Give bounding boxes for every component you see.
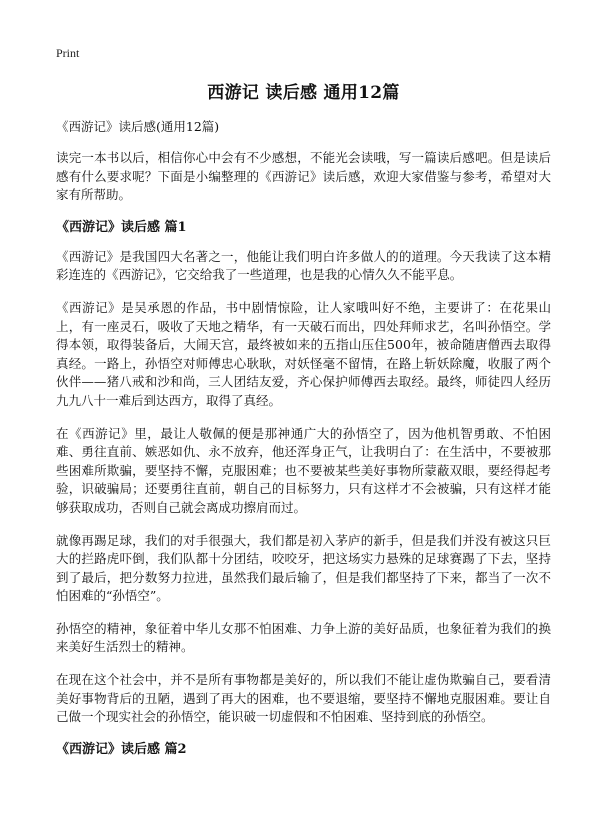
body-paragraph: 《西游记》是我国四大名著之一，他能让我们明白许多做人的的道理。今天我读了这本精彩连连的《西游记》，它交给我了一些道理，也是我的心情久久不能平息。 [56,248,551,283]
body-paragraph: 在现在这个社会中，并不是所有事物都是美好的，所以我们不能让虚伪欺骗自己，要看清美好事物背后的丑陋，遇到了再大的困难，也不要退缩，要坚持不懈地克服困难。要让自己做一个现实社会的孙悟空，能识破一切虚假和不怕困难、坚持到底的孙悟空。 [56,672,551,725]
print-link[interactable]: Print [56,46,80,60]
body-paragraph: 《西游记》是吴承恩的作品，书中剧情惊险，让人家哦叫好不绝，主要讲了：在花果山上，有一座灵石，吸收了天地之精华，有一天破石而出，四处拜师求艺，名叫孙悟空。学得本领，取得装备后，大闹天宫，最终被如来的五指山压住500年，被命随唐僧西去取得真经。一路上，孙悟空对师傅忠心耿耿，对妖怪毫不留情，在路上斩妖除魔，收服了两个伙伴——猪八戒和沙和尚，三人团结友爱，齐心保护师傅西去取经。最终，师徒四人经历九九八十一难后到达西方，取得了真经。 [56,299,551,408]
section-heading-1: 《西游记》读后感 篇1 [56,219,187,235]
intro-paragraph: 读完一本书以后，相信你心中会有不少感想，不能光会读哦，写一篇读后感吧。但是读后感有什么要求呢？下面是小编整理的《西游记》读后感，欢迎大家借鉴与参考，希望对大家有所帮助。 [56,150,551,203]
body-paragraph: 在《西游记》里，最让人敬佩的便是那神通广大的孙悟空了，因为他机智勇敢、不怕困难、勇往直前、嫉恶如仇、永不放弃，他还浑身正气，让我明白了：在生活中，不要被那些困难所欺骗，要坚持不懈，克服困难；也不要被某些美好事物所蒙蔽双眼，要经得起考验，识破骗局；还要勇往直前，朝自己的目标努力，只有这样才不会被骗，只有这样才能够获取成功，否则自己就会离成功擦肩而过。 [56,425,551,515]
page-subtitle: 《西游记》读后感(通用12篇) [56,119,220,134]
section-heading-2: 《西游记》读后感 篇2 [56,741,187,757]
body-paragraph: 孙悟空的精神，象征着中华儿女那不怕困难、力争上游的美好品质，也象征着为我们的换来美好生活烈士的精神。 [56,620,551,655]
page-title: 西游记 读后感 通用12篇 [207,83,400,103]
body-paragraph: 就像再踢足球，我们的对手很强大，我们都是初入茅庐的新手，但是我们并没有被这只巨大的拦路虎吓倒，我们队都十分团结，咬咬牙，把这场实力悬殊的足球赛踢了下去，坚持到了最后，把分数努力拉进，虽然我们最后输了，但是我们都坚持了下来，都当了一次不怕困难的“孙悟空”。 [56,532,551,604]
